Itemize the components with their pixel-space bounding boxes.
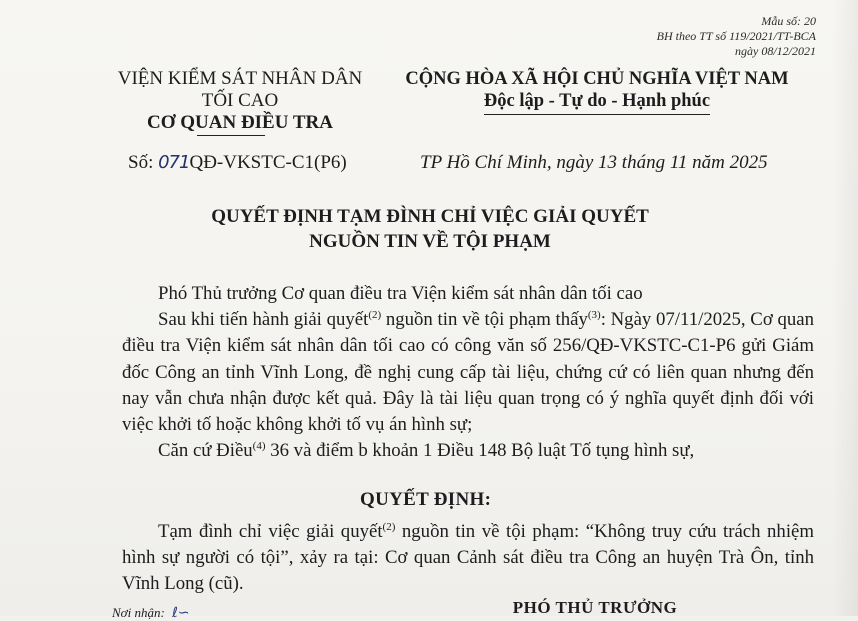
- body-paragraph-legal-basis: [122, 438, 814, 464]
- footnote-ref-2: (2): [368, 309, 382, 322]
- decision-heading: QUYẾT ĐỊNH:: [360, 489, 492, 510]
- handwritten-initials-mark: ℓ∽: [172, 605, 190, 621]
- document-title: [150, 204, 710, 254]
- decision-body: [122, 519, 814, 598]
- form-code-circular: BH theo TT số 119/2021/TT-BCA: [656, 29, 816, 43]
- legal-basis-text-a: Căn cứ Điều: [158, 440, 253, 462]
- title-line-2: NGUỒN TIN VỀ TỘI PHẠM: [309, 231, 551, 252]
- document-number: [128, 152, 347, 174]
- issuing-agency: [112, 68, 368, 134]
- authority-line: Phó Thủ trưởng Cơ quan điều tra Viện kiểm sát nhân dân tối cao: [158, 283, 643, 304]
- decision-text-b: nguồn tin về tội phạm: “Không truy cứu trách nhiệm hình sự người có tội”, xảy ra tại: Cơ quan Cảnh sát điều tra Công an huyện Trà Ôn, tỉnh Vĩnh Long (cũ).: [122, 521, 814, 595]
- recipients-block: [112, 605, 190, 621]
- country-name: CỘNG HÒA XÃ HỘI CHỦ NGHĨA VIỆT NAM: [405, 69, 789, 89]
- form-code: [657, 14, 816, 59]
- recipients-label: Nơi nhận:: [112, 605, 165, 620]
- national-header: [404, 68, 790, 115]
- national-motto: Độc lập - Tự do - Hạnh phúc: [484, 90, 710, 115]
- form-code-date: ngày 08/12/2021: [735, 44, 816, 58]
- footnote-ref-3: (3): [587, 309, 601, 322]
- legal-basis-text-b: 36 và điểm b khoản 1 Điều 148 Bộ luật Tố tụng hình sự,: [265, 440, 695, 462]
- findings-text-a: Sau khi tiến hành giải quyết: [158, 309, 369, 331]
- body-paragraph-findings: [122, 307, 814, 438]
- doc-number-suffix: QĐ-VKSTC-C1(P6): [189, 152, 347, 173]
- place-and-date: TP Hồ Chí Minh, ngày 13 tháng 11 năm 2025: [420, 152, 768, 173]
- document-body: [122, 281, 814, 464]
- findings-text-c: : Ngày 07/11/2025, Cơ quan điều tra Viện kiểm sát nhân dân tối cao có công văn số 256/QĐ-VKSTC-C1-P6 gửi Giám đốc Công an tỉnh Vĩnh Long, đề nghị cung cấp tài liệu, chứng cứ có liên quan nhưng đến nay vẫn chưa nhận được kết quả. Đây là tài liệu quan trọng có ý nghĩa quyết định đối với việc khởi tố hoặc không khởi tố vụ án hình sự;: [122, 309, 814, 436]
- decision-footnote-ref-2: (2): [382, 521, 396, 533]
- decision-paragraph: [122, 519, 814, 598]
- agency-unit: CƠ QUAN ĐIỀU TRA: [147, 112, 333, 133]
- agency-line-2: TỐI CAO: [201, 90, 279, 111]
- title-line-1: QUYẾT ĐỊNH TẠM ĐÌNH CHỈ VIỆC GIẢI QUYẾT: [211, 206, 649, 227]
- signer-title: PHÓ THỦ TRƯỞNG: [512, 598, 678, 617]
- decision-text-a: Tạm đình chỉ việc giải quyết: [158, 521, 383, 542]
- form-code-number: Mẫu số: 20: [761, 14, 816, 28]
- page-edge-shadow: [832, 0, 858, 616]
- footnote-ref-4: (4): [252, 440, 266, 453]
- agency-line-1: VIỆN KIỂM SÁT NHÂN DÂN: [117, 68, 363, 89]
- doc-number-handwritten: 071: [158, 152, 190, 173]
- findings-text-b: nguồn tin về tội phạm thấy: [381, 309, 588, 331]
- doc-number-prefix: Số:: [128, 152, 154, 173]
